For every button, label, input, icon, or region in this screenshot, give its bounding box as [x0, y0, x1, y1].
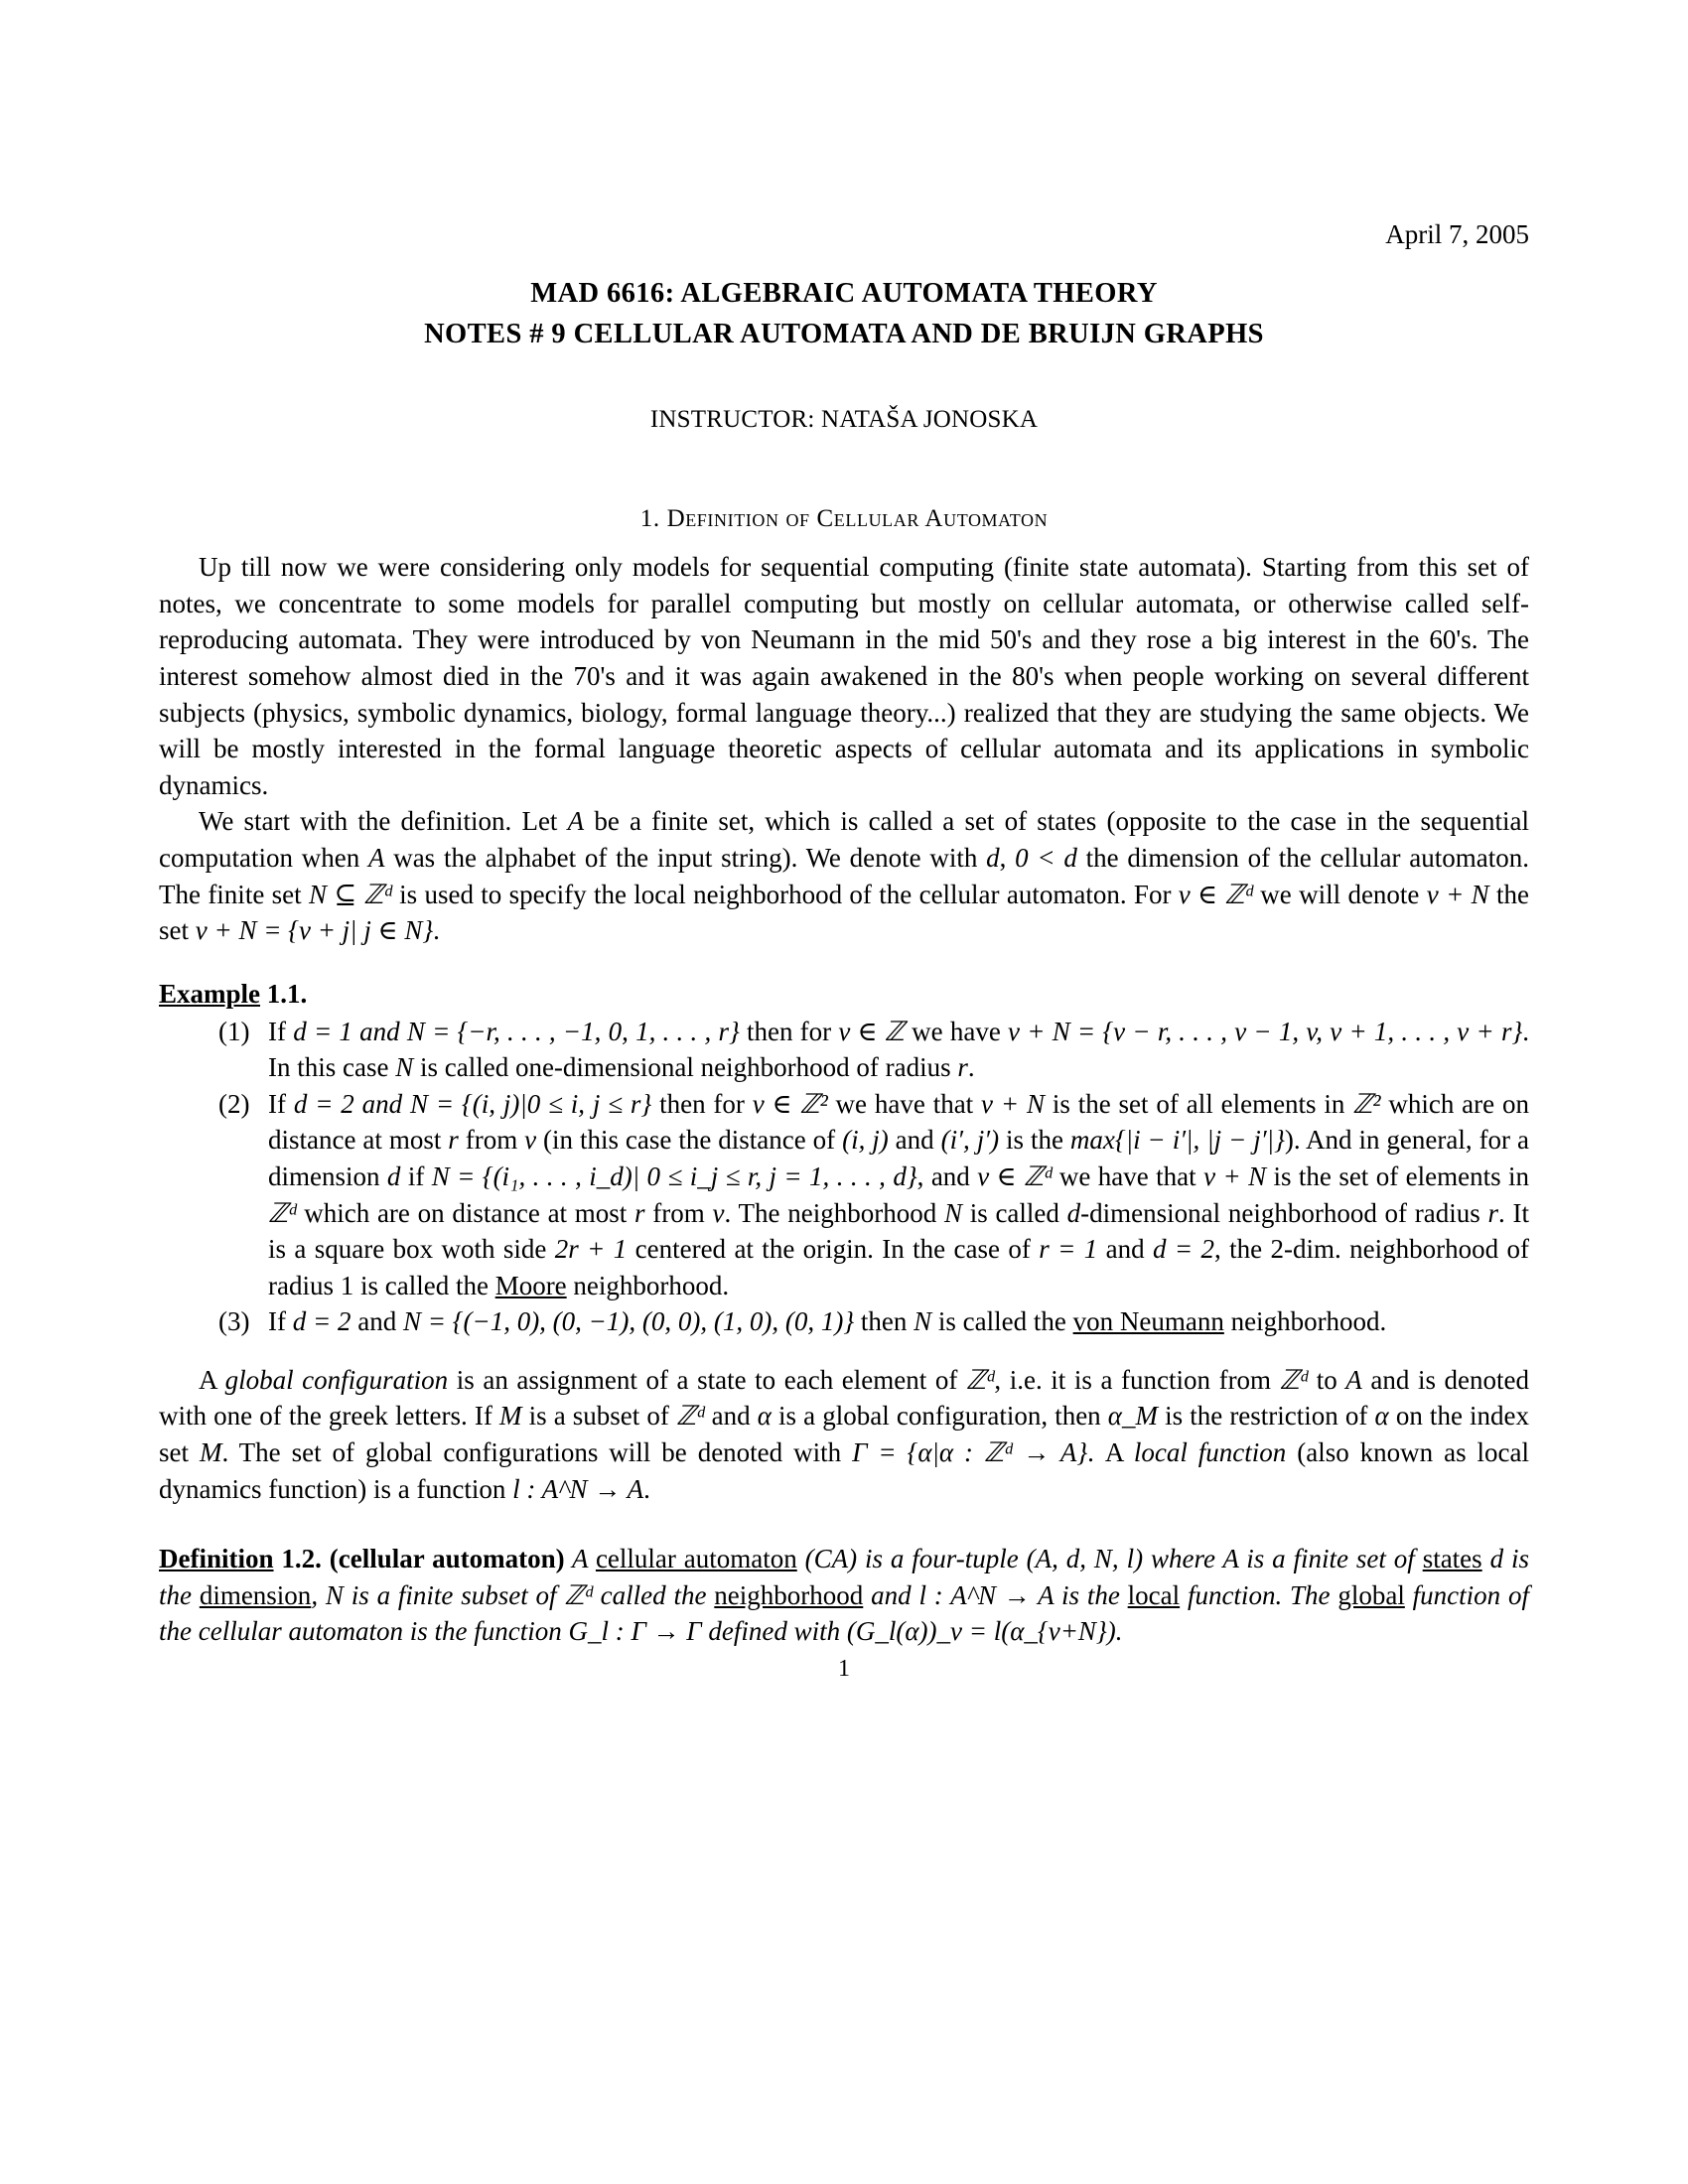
math-Zd-5: ℤᵈ [676, 1401, 705, 1432]
math-v-3: v [712, 1197, 725, 1228]
math-max-expr: max{|i − i′|, |j − j′|} [1069, 1125, 1285, 1156]
item2-text-e: which are on distance at most [268, 1088, 1530, 1156]
p3-text-b: is an assignment of a state to each element of [448, 1364, 966, 1395]
math-ij: (i, j) [842, 1125, 889, 1156]
definition-heading [159, 1544, 565, 1573]
math-set-vN: v + N = {v + j| j ∈ N} [195, 915, 434, 946]
p3-text-k: . The set of global configurations will be denoted with [221, 1437, 853, 1468]
math-M-1: M [498, 1401, 522, 1432]
page-content [159, 218, 1529, 1683]
math-ex1-result: v + N = {v − r, . . . , v − 1, v, v + 1, . . . , v + r} [1008, 1016, 1523, 1046]
item2-text-v: and [1097, 1234, 1154, 1265]
math-G-map: G_l : Γ → Γ [568, 1616, 702, 1647]
item1-text-b: then for [739, 1016, 839, 1046]
list-item-marker-3: (3) [218, 1306, 250, 1337]
item2-text-i: is the [999, 1125, 1070, 1156]
math-N-4: N [325, 1579, 344, 1610]
page-number: 1 [838, 1655, 850, 1682]
example-heading [159, 979, 1529, 1010]
item2-text-u: centered at the origin. In the case of [627, 1234, 1040, 1265]
def-text-a: A [564, 1544, 596, 1574]
p3-text-a: A [199, 1364, 225, 1395]
def-text-d: is a finite set of [1238, 1544, 1423, 1574]
p3-text-l: . A [1087, 1437, 1134, 1468]
item1-text-a: If [268, 1016, 294, 1046]
item1-text-e: is called one-dimensional neighborhood of radius [413, 1052, 958, 1083]
p3-text-e: and is denoted with one of the greek letters. If [159, 1364, 1529, 1432]
math-v-plus-N-2: v + N [981, 1088, 1045, 1119]
p2-text-e: the dimension of the cellular automaton. The finite set [159, 842, 1529, 909]
math-A-3: A [1345, 1364, 1362, 1395]
item3-text-b: and [351, 1306, 403, 1337]
math-d-4: d [1489, 1544, 1504, 1574]
term-global-configuration: global configuration [224, 1364, 449, 1395]
math-v-plus-N: v + N [1426, 879, 1489, 909]
document-date: April 7, 2005 [1385, 219, 1529, 249]
math-v-2: v [524, 1125, 537, 1156]
paragraph-definition-setup: We start with the definition. Let A be a finite set, which is called a set of states (opposite to the case in the sequential computation when A was the alphabet of the input string). We denote with d, 0 < d the dimension of the cellular automaton. The finite set N ⊆ ℤᵈ is used to specify the local neighborhood of the cellular automaton. For v ∈ ℤᵈ we will denote v + N the set v + N = {v + j| j ∈ N}. [159, 806, 1529, 946]
definition-block [159, 1541, 1529, 1650]
math-v-plus-N-3: v + N [1203, 1161, 1267, 1191]
math-M-2: M [199, 1437, 222, 1468]
item2-text-p: from [644, 1197, 713, 1228]
def-text-m: function of the cellular automaton is the function [159, 1579, 1529, 1647]
math-r-3: r [634, 1197, 645, 1228]
section-title: Definition of Cellular Automaton [666, 505, 1049, 533]
math-A-4: A [1222, 1544, 1239, 1574]
item2-text-m: we have that [1052, 1161, 1204, 1191]
math-v-in-Zd-2: v ∈ ℤᵈ [977, 1161, 1053, 1191]
section-heading [159, 505, 1529, 533]
item2-text-h: and [888, 1125, 941, 1156]
item2-text-k: if [400, 1161, 432, 1191]
math-v-in-Zd: v ∈ ℤᵈ [1178, 879, 1253, 909]
list-item-marker-2: (2) [218, 1088, 250, 1119]
term-cellular-automaton: cellular automaton [595, 1544, 797, 1574]
item2-text-s: -dimensional neighborhood of radius [1080, 1197, 1488, 1228]
item1-text-c: we have [904, 1016, 1009, 1046]
p2-text-f: is used to specify the local neighborhood of the cellular automaton. For [391, 879, 1179, 909]
math-ex2-set: d = 2 and N = {(i, j)|0 ≤ i, j ≤ r} [293, 1088, 652, 1119]
math-ex1-set: d = 1 and N = {−r, . . . , −1, 0, 1, . . . , r} [293, 1016, 740, 1046]
math-r-1: r [957, 1052, 968, 1083]
definition-label: Definition [159, 1544, 274, 1574]
item3-text-c: then [854, 1306, 914, 1337]
item2-text-r: is called [961, 1197, 1067, 1228]
math-ex3-d2: d = 2 [292, 1306, 352, 1337]
math-N-1: N [395, 1052, 414, 1083]
example-label: Example [159, 978, 261, 1009]
item2-text-o: which are on distance at most [296, 1197, 635, 1228]
term-neighborhood: neighborhood [714, 1579, 864, 1610]
title-line-2: NOTES # 9 CELLULAR AUTOMATA AND DE BRUIJN GRAPHS [424, 318, 1264, 349]
instructor-line: INSTRUCTOR: NATAŠA JONOSKA [649, 406, 1039, 434]
def-text-l: function. The [1180, 1579, 1338, 1610]
p3-text-n: . [643, 1473, 650, 1504]
section-number: 1. [639, 505, 660, 533]
term-states: states [1422, 1544, 1482, 1574]
math-r-2: r [448, 1125, 459, 1156]
item3-text-a: If [268, 1306, 293, 1337]
item2-text-f: from [458, 1125, 525, 1156]
math-Zd-2: ℤᵈ [268, 1197, 297, 1228]
math-d-positive: 0 < d [1015, 842, 1077, 873]
math-d-equals-2: d = 2 [1153, 1234, 1215, 1265]
math-alpha-1: α [757, 1401, 772, 1432]
item2-text-q: . The neighborhood [724, 1197, 944, 1228]
math-four-tuple: (A, d, N, l) [1026, 1544, 1144, 1574]
term-global: global [1337, 1579, 1405, 1610]
paragraph-global-configuration [159, 1362, 1529, 1507]
math-N-2: N [943, 1197, 962, 1228]
item2-text-t: . It is a square box woth side [268, 1197, 1530, 1265]
math-N-subset-Zd: N ⊆ ℤᵈ [308, 879, 392, 909]
p3-text-g: and [704, 1401, 758, 1432]
item2-text-c: we have that [827, 1088, 982, 1119]
def-text-c: where [1143, 1544, 1223, 1574]
p2-text-b: be a finite set, which is called a set of states (opposite to the case in the sequential computation when [159, 806, 1529, 873]
item2-text-w: , the 2-dim. neighborhood of radius 1 is called the [268, 1234, 1529, 1300]
p3-text-i: is the restriction of [1157, 1401, 1375, 1432]
item1-text-d: . In this case [268, 1016, 1530, 1083]
term-von-neumann: von Neumann [1072, 1306, 1224, 1337]
math-d-2: d [386, 1161, 401, 1191]
def-text-e [1482, 1544, 1490, 1573]
math-2r-plus-1: 2r + 1 [554, 1234, 628, 1265]
term-local: local [1127, 1579, 1181, 1610]
math-alpha-2: α [1374, 1401, 1389, 1432]
item2-text-b: then for [651, 1088, 753, 1119]
item2-text-n: is the set of elements in [1266, 1161, 1529, 1191]
definition-subtitle: (cellular automaton) [321, 1544, 565, 1574]
term-dimension: dimension [199, 1579, 312, 1610]
def-text-n: defined with [701, 1616, 847, 1647]
math-Zd-3: ℤᵈ [965, 1364, 995, 1395]
list-item [195, 1014, 1529, 1086]
item2-text-d: is the set of all elements in [1044, 1088, 1353, 1119]
math-Zd-4: ℤᵈ [1279, 1364, 1309, 1395]
list-item-marker-1: (1) [218, 1016, 250, 1046]
math-r-equals-1: r = 1 [1039, 1234, 1098, 1265]
def-text-f: is the [159, 1544, 1529, 1610]
item2-text-l: , and [916, 1161, 978, 1191]
math-d: d [986, 842, 1000, 873]
def-text-k: is the [1054, 1579, 1128, 1610]
item2-text-g: (in this case the distance of [536, 1125, 843, 1156]
example-list [195, 1014, 1529, 1340]
p2-text-h: the set [159, 879, 1529, 946]
math-ex2-v: v ∈ ℤ² [752, 1088, 828, 1119]
p3-text-f: is a subset of [521, 1401, 677, 1432]
p2-text-g: we will denote [1252, 879, 1427, 909]
paragraph-intro: Up till now we were considering only models for sequential computing (finite state automata). Starting from this set of notes, we concentrate to some models for parallel computing but mostly on cellular automata, or otherwise called self-reproducing automata. They were introduced by von Neumann in the mid 50's and they rose a big interest in the 60's. The interest somehow almost died in the 70's and it was again awakened in the 80's when people working on several different subjects (physics, symbolic dynamics, biology, formal language theory...) realized that they are studying the same objects. We will be mostly interested in the formal language theoretic aspects of cellular automata and its applications in symbolic dynamics. [159, 552, 1529, 800]
item2-text-a: If [268, 1088, 294, 1119]
math-d-3: d [1066, 1197, 1081, 1228]
def-text-h: is a finite subset of [343, 1579, 565, 1610]
p3-text-c: , i.e. it is a function from [994, 1364, 1280, 1395]
def-text-g: , [311, 1579, 326, 1610]
math-gamma-set: Γ = {α|α : ℤᵈ → A} [852, 1437, 1088, 1468]
item2-text-x: neighborhood. [566, 1270, 730, 1300]
term-local-function: local function [1133, 1437, 1287, 1468]
math-ex1-v: v ∈ ℤ [838, 1016, 905, 1046]
def-text-j: and [863, 1579, 919, 1610]
item3-text-d: is called the [931, 1306, 1073, 1337]
list-item [195, 1303, 1529, 1340]
example-number: 1.1. [266, 978, 308, 1009]
def-text-i: called the [592, 1579, 715, 1610]
math-Z2: ℤ² [1352, 1088, 1381, 1119]
math-r-4: r [1487, 1197, 1499, 1228]
p2-text-a: We start with the definition. Let [199, 806, 568, 837]
list-item [195, 1086, 1529, 1303]
page-title [159, 274, 1529, 354]
p3-text-j: on the index set [159, 1401, 1530, 1468]
item2-text-j: ). And in general, for a dimension [268, 1125, 1529, 1191]
title-line-1: MAD 6616: ALGEBRAIC AUTOMATA THEORY [530, 278, 1158, 310]
math-bigN-def: N = {(i₁, . . . , i_d)| 0 ≤ i_j ≤ r, j = 1, . . . , d} [431, 1161, 917, 1191]
math-A-2: A [367, 842, 385, 873]
math-N-3: N [914, 1306, 932, 1337]
p2-text-d: , [999, 842, 1016, 873]
math-alpha-M: α_M [1107, 1401, 1158, 1432]
math-l-AN-A: l : A^N → A [918, 1579, 1055, 1610]
math-ex3-N: N = {(−1, 0), (0, −1), (0, 0), (1, 0), (0, 1)} [402, 1306, 855, 1337]
item1-text-f: . [967, 1052, 975, 1083]
math-local-function: l : A^N → A [512, 1473, 644, 1504]
p2-text-c: was the alphabet of the input string). We denote with [384, 842, 987, 873]
item3-text-e: neighborhood. [1223, 1306, 1387, 1337]
math-G-definition: (G_l(α))_v = l(α_{v+N}) [846, 1616, 1116, 1647]
math-Zd-6: ℤᵈ [564, 1579, 593, 1610]
math-ij-prime: (i′, j′) [940, 1125, 1000, 1156]
p3-text-h: is a global configuration, then [771, 1401, 1108, 1432]
math-A: A [567, 806, 585, 837]
p3-text-m: (also known as local dynamics function) is a function [159, 1437, 1529, 1504]
p3-text-d: to [1308, 1364, 1346, 1395]
def-text-o: . [1115, 1616, 1123, 1647]
definition-number: 1.2. [273, 1544, 322, 1574]
def-text-b: (CA) is a four-tuple [796, 1544, 1027, 1574]
term-moore: Moore [494, 1270, 567, 1300]
